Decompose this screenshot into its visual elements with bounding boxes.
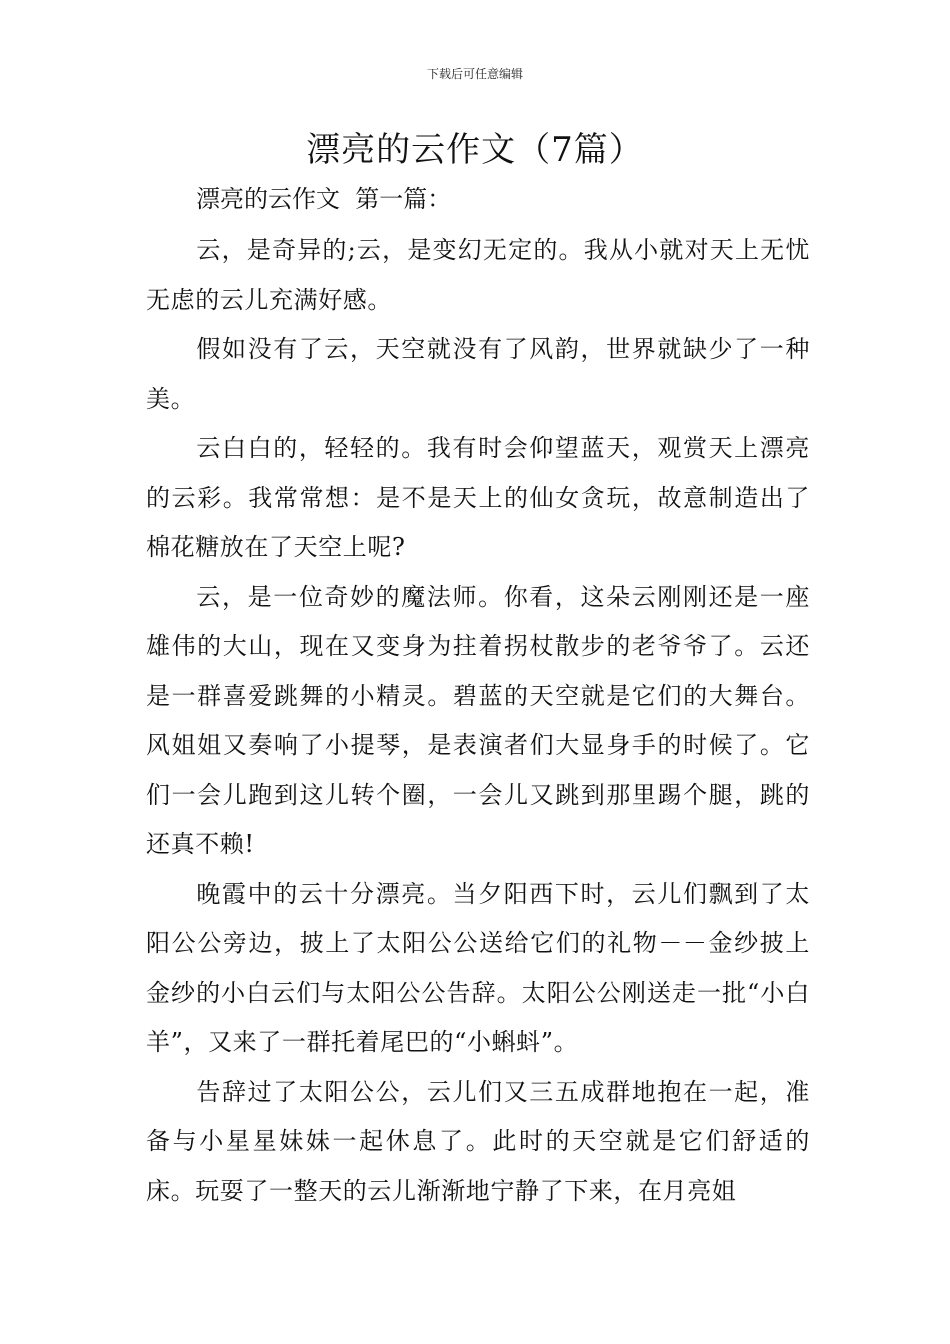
paragraph-2: 假如没有了云，天空就没有了风韵，世界就缺少了一种美。 bbox=[146, 335, 810, 413]
paragraph-6: 告辞过了太阳公公，云儿们又三五成群地抱在一起，准备与小星星妹妹一起休息了。此时的天空就是它们舒适的床。玩耍了一整天的云儿渐渐地宁静了下来，在月亮姐 bbox=[146, 1077, 810, 1205]
paragraph-1: 云，是奇异的;云，是变幻无定的。我从小就对天上无忧无虑的云儿充满好感。 bbox=[146, 236, 810, 314]
article-body bbox=[146, 226, 810, 1216]
section-heading: 漂亮的云作文 第一篇： bbox=[196, 185, 452, 213]
document-title: 漂亮的云作文（7篇） bbox=[306, 130, 644, 170]
paragraph-4: 云，是一位奇妙的魔法师。你看，这朵云刚刚还是一座雄伟的大山，现在又变身为拄着拐杖散步的老爷爷了。云还是一群喜爱跳舞的小精灵。碧蓝的天空就是它们的大舞台。风姐姐又奏响了小提琴，是表演者们大显身手的时候了。它们一会儿跑到这儿转个圈，一会儿又跳到那里踢个腿，跳的还真不赖! bbox=[146, 582, 810, 858]
paragraph-5: 晚霞中的云十分漂亮。当夕阳西下时，云儿们飘到了太阳公公旁边，披上了太阳公公送给它们的礼物－－金纱披上金纱的小白云们与太阳公公告辞。太阳公公刚送走一批“小白羊”，又来了一群托着尾巴的“小蝌蚪”。 bbox=[146, 879, 810, 1056]
header-note: 下载后可任意编辑 bbox=[426, 67, 523, 81]
paragraph-3: 云白白的，轻轻的。我有时会仰望蓝天，观赏天上漂亮的云彩。我常常想：是不是天上的仙女贪玩，故意制造出了棉花糖放在了天空上呢? bbox=[146, 434, 810, 561]
